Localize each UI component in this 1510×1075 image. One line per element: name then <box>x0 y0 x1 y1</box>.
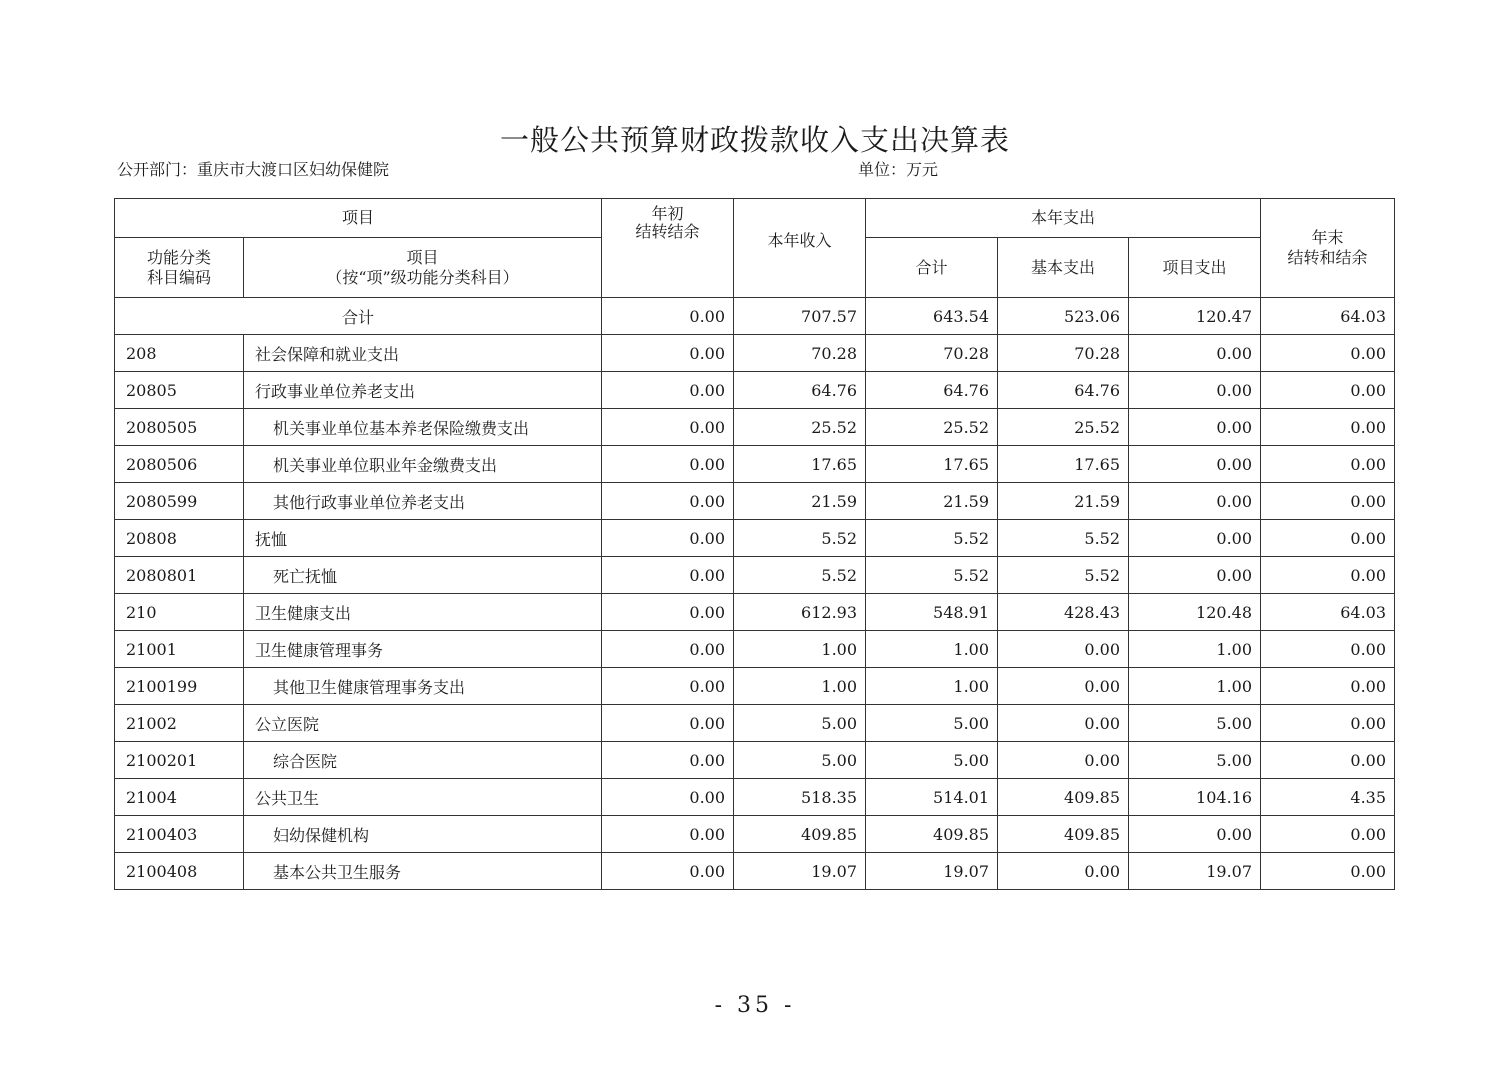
row-income: 17.65 <box>734 446 866 483</box>
row-income: 21.59 <box>734 483 866 520</box>
row-name: 公立医院 <box>244 705 602 742</box>
table-row <box>115 853 1395 890</box>
header-name-text: 项目 （按“项”级功能分类科目） <box>326 247 519 287</box>
table-row <box>115 335 1395 372</box>
table-row <box>115 742 1395 779</box>
row-income: 5.00 <box>734 742 866 779</box>
page-number: - 35 - <box>714 993 796 1018</box>
row-exp-total: 5.52 <box>866 520 998 557</box>
header-expense-total: 合计 <box>866 238 998 298</box>
header-code <box>115 238 244 298</box>
row-name: 行政事业单位养老支出 <box>244 372 602 409</box>
row-opening: 0.00 <box>602 446 734 483</box>
row-opening: 0.00 <box>602 557 734 594</box>
row-income: 1.00 <box>734 668 866 705</box>
row-income: 5.52 <box>734 520 866 557</box>
row-exp-basic: 0.00 <box>998 631 1129 668</box>
row-closing: 0.00 <box>1261 483 1395 520</box>
row-closing: 0.00 <box>1261 409 1395 446</box>
row-closing: 0.00 <box>1261 520 1395 557</box>
row-code: 21001 <box>115 631 244 668</box>
row-name: 综合医院 <box>244 742 602 779</box>
row-income: 5.52 <box>734 557 866 594</box>
row-name: 抚恤 <box>244 520 602 557</box>
row-code: 20805 <box>115 372 244 409</box>
row-opening: 0.00 <box>602 853 734 890</box>
row-code: 210 <box>115 594 244 631</box>
total-opening: 0.00 <box>602 298 734 335</box>
row-closing: 0.00 <box>1261 335 1395 372</box>
row-code: 2080506 <box>115 446 244 483</box>
header-income: 本年收入 <box>734 199 866 298</box>
total-expense-project: 120.47 <box>1129 298 1261 335</box>
row-exp-basic: 25.52 <box>998 409 1129 446</box>
header-row-1 <box>115 199 1395 238</box>
row-name: 卫生健康支出 <box>244 594 602 631</box>
row-closing: 0.00 <box>1261 631 1395 668</box>
row-closing: 0.00 <box>1261 853 1395 890</box>
table-row <box>115 520 1395 557</box>
total-income: 707.57 <box>734 298 866 335</box>
header-opening-balance <box>602 199 734 298</box>
row-closing: 0.00 <box>1261 668 1395 705</box>
row-exp-project: 0.00 <box>1129 335 1261 372</box>
row-code: 208 <box>115 335 244 372</box>
row-exp-total: 5.00 <box>866 705 998 742</box>
row-code: 2100201 <box>115 742 244 779</box>
row-exp-total: 64.76 <box>866 372 998 409</box>
table-row <box>115 446 1395 483</box>
row-exp-total: 17.65 <box>866 446 998 483</box>
row-exp-basic: 5.52 <box>998 557 1129 594</box>
row-name: 机关事业单位职业年金缴费支出 <box>244 446 602 483</box>
row-code: 2100199 <box>115 668 244 705</box>
row-exp-project: 5.00 <box>1129 742 1261 779</box>
row-name: 社会保障和就业支出 <box>244 335 602 372</box>
row-code: 20808 <box>115 520 244 557</box>
row-opening: 0.00 <box>602 372 734 409</box>
row-exp-project: 104.16 <box>1129 779 1261 816</box>
row-code: 2080505 <box>115 409 244 446</box>
header-expense-basic: 基本支出 <box>998 238 1129 298</box>
row-income: 19.07 <box>734 853 866 890</box>
row-income: 612.93 <box>734 594 866 631</box>
row-opening: 0.00 <box>602 779 734 816</box>
row-opening: 0.00 <box>602 594 734 631</box>
table-row <box>115 594 1395 631</box>
row-exp-project: 120.48 <box>1129 594 1261 631</box>
row-exp-basic: 5.52 <box>998 520 1129 557</box>
row-opening: 0.00 <box>602 631 734 668</box>
header-opening-text: 年初 结转结余 <box>635 204 700 241</box>
page-title: 一般公共预算财政拨款收入支出决算表 <box>499 123 1010 157</box>
table-row <box>115 557 1395 594</box>
row-exp-project: 5.00 <box>1129 705 1261 742</box>
table-row <box>115 779 1395 816</box>
row-name: 基本公共卫生服务 <box>244 853 602 890</box>
row-exp-basic: 409.85 <box>998 816 1129 853</box>
row-exp-total: 25.52 <box>866 409 998 446</box>
row-code: 2100403 <box>115 816 244 853</box>
table-row <box>115 705 1395 742</box>
row-opening: 0.00 <box>602 742 734 779</box>
row-exp-basic: 17.65 <box>998 446 1129 483</box>
row-closing: 0.00 <box>1261 816 1395 853</box>
row-exp-project: 0.00 <box>1129 520 1261 557</box>
row-name: 卫生健康管理事务 <box>244 631 602 668</box>
row-exp-basic: 0.00 <box>998 668 1129 705</box>
row-exp-project: 0.00 <box>1129 446 1261 483</box>
row-exp-basic: 21.59 <box>998 483 1129 520</box>
row-exp-project: 1.00 <box>1129 668 1261 705</box>
row-name: 其他行政事业单位养老支出 <box>244 483 602 520</box>
row-income: 64.76 <box>734 372 866 409</box>
total-closing: 64.03 <box>1261 298 1395 335</box>
row-closing: 0.00 <box>1261 372 1395 409</box>
row-exp-basic: 428.43 <box>998 594 1129 631</box>
row-closing: 0.00 <box>1261 557 1395 594</box>
row-exp-total: 514.01 <box>866 779 998 816</box>
header-item: 项目 <box>115 199 602 238</box>
table-row <box>115 483 1395 520</box>
row-income: 409.85 <box>734 816 866 853</box>
row-exp-total: 70.28 <box>866 335 998 372</box>
row-exp-project: 0.00 <box>1129 483 1261 520</box>
row-opening: 0.00 <box>602 520 734 557</box>
row-income: 25.52 <box>734 409 866 446</box>
row-exp-total: 5.00 <box>866 742 998 779</box>
row-opening: 0.00 <box>602 335 734 372</box>
header-closing-text: 年末 结转和结余 <box>1287 228 1368 267</box>
row-exp-project: 0.00 <box>1129 409 1261 446</box>
row-opening: 0.00 <box>602 816 734 853</box>
row-opening: 0.00 <box>602 409 734 446</box>
row-exp-project: 0.00 <box>1129 557 1261 594</box>
row-income: 1.00 <box>734 631 866 668</box>
row-exp-total: 19.07 <box>866 853 998 890</box>
header-code-text: 功能分类 科目编码 <box>146 247 211 287</box>
row-exp-basic: 70.28 <box>998 335 1129 372</box>
row-opening: 0.00 <box>602 668 734 705</box>
budget-table <box>114 198 1395 890</box>
row-income: 518.35 <box>734 779 866 816</box>
header-name <box>244 238 602 298</box>
total-expense-basic: 523.06 <box>998 298 1129 335</box>
header-expense: 本年支出 <box>866 199 1261 238</box>
row-code: 2080599 <box>115 483 244 520</box>
row-exp-project: 0.00 <box>1129 372 1261 409</box>
row-exp-project: 0.00 <box>1129 816 1261 853</box>
row-exp-total: 1.00 <box>866 668 998 705</box>
row-code: 2080801 <box>115 557 244 594</box>
row-name: 其他卫生健康管理事务支出 <box>244 668 602 705</box>
row-closing: 64.03 <box>1261 594 1395 631</box>
row-exp-project: 19.07 <box>1129 853 1261 890</box>
header-expense-project: 项目支出 <box>1129 238 1261 298</box>
table-row <box>115 409 1395 446</box>
row-name: 公共卫生 <box>244 779 602 816</box>
row-name: 妇幼保健机构 <box>244 816 602 853</box>
table-row <box>115 668 1395 705</box>
row-code: 21004 <box>115 779 244 816</box>
row-exp-basic: 409.85 <box>998 779 1129 816</box>
row-opening: 0.00 <box>602 483 734 520</box>
row-opening: 0.00 <box>602 705 734 742</box>
row-code: 21002 <box>115 705 244 742</box>
row-exp-basic: 0.00 <box>998 742 1129 779</box>
row-closing: 0.00 <box>1261 705 1395 742</box>
row-closing: 0.00 <box>1261 446 1395 483</box>
row-exp-total: 1.00 <box>866 631 998 668</box>
row-exp-total: 409.85 <box>866 816 998 853</box>
row-income: 70.28 <box>734 335 866 372</box>
row-exp-project: 1.00 <box>1129 631 1261 668</box>
row-income: 5.00 <box>734 705 866 742</box>
department-label: 公开部门：重庆市大渡口区妇幼保健院 <box>117 160 390 179</box>
unit-label: 单位：万元 <box>858 160 939 179</box>
row-exp-total: 548.91 <box>866 594 998 631</box>
row-name: 机关事业单位基本养老保险缴费支出 <box>244 409 602 446</box>
row-exp-basic: 0.00 <box>998 853 1129 890</box>
total-row <box>115 298 1395 335</box>
table-row <box>115 631 1395 668</box>
table-row <box>115 816 1395 853</box>
row-exp-basic: 64.76 <box>998 372 1129 409</box>
row-closing: 4.35 <box>1261 779 1395 816</box>
table-row <box>115 372 1395 409</box>
row-closing: 0.00 <box>1261 742 1395 779</box>
row-exp-total: 21.59 <box>866 483 998 520</box>
total-expense-total: 643.54 <box>866 298 998 335</box>
row-exp-total: 5.52 <box>866 557 998 594</box>
row-code: 2100408 <box>115 853 244 890</box>
header-closing-balance <box>1261 199 1395 298</box>
row-name: 死亡抚恤 <box>244 557 602 594</box>
total-label: 合计 <box>115 298 602 335</box>
row-exp-basic: 0.00 <box>998 705 1129 742</box>
